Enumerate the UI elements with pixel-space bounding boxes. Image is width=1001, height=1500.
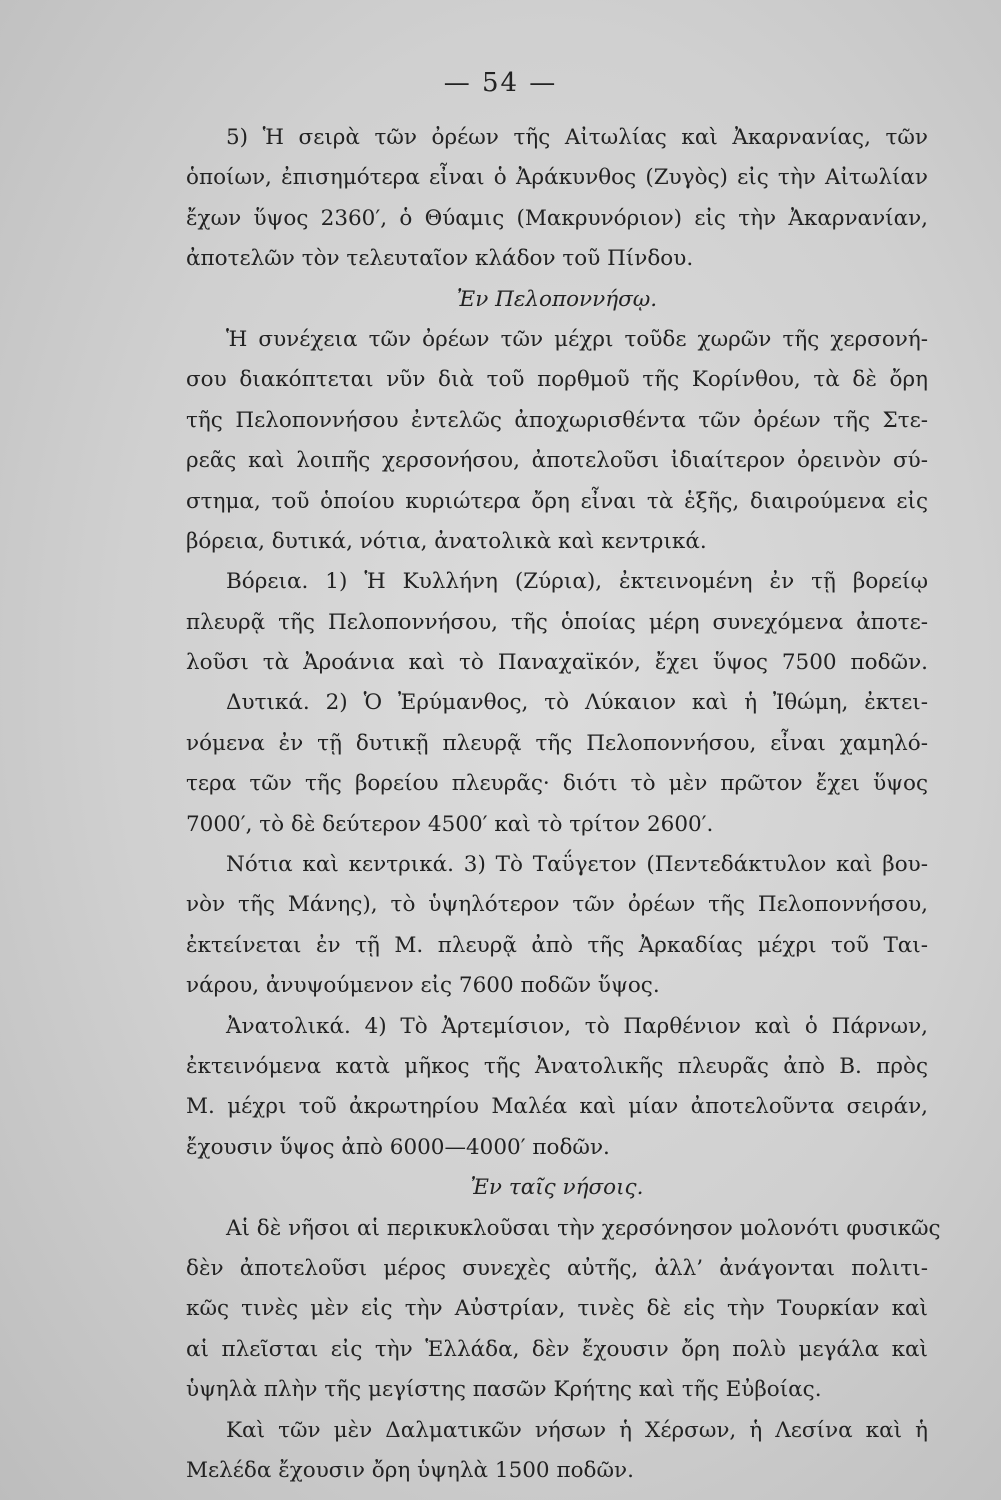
text-line: Δυτικά. 2) Ὁ Ἐρύμανθος, τὸ Λύκαιον καὶ ἡ Ἰθώμη, ἐκτει- <box>226 690 928 716</box>
text-line: Καὶ τῶν μὲν Δαλματικῶν νήσων ἡ Χέρσων, ἡ Λεσίνα καὶ ἡ <box>226 1417 928 1443</box>
text-line: 5) Ἡ σειρὰ τῶν ὀρέων τῆς Αἰτωλίας καὶ Ἀκαρνανίας, τῶν <box>226 125 928 150</box>
text-line: νάρου, ἀνυψούμενον εἰς 7600 ποδῶν ὕψος. <box>186 973 660 999</box>
text-line: Βόρεια. 1) Ἡ Κυλλήνη (Ζύρια), ἐκτεινομένη ἐν τῇ βορείῳ <box>226 569 928 595</box>
text-line: Ἡ συνέχεια τῶν ὀρέων τῶν μέχρι τοῦδε χωρῶν τῆς χερσονή- <box>226 326 928 352</box>
text-line: ἐκτείνεται ἐν τῇ Μ. πλευρᾷ ἀπὸ τῆς Ἀρκαδίας μέχρι τοῦ Ται- <box>186 932 928 958</box>
text-line: 7000′, τὸ δὲ δεύτερον 4500′ καὶ τὸ τρίτον 2600′. <box>186 811 714 837</box>
page-text <box>186 118 941 1491</box>
text-line: τερα τῶν τῆς βορείου πλευρᾶς· διότι τὸ μὲν πρῶτον ἔχει ὕψος <box>186 771 928 797</box>
text-line: λοῦσι τὰ Ἀροάνια καὶ τὸ Παναχαϊκόν, ἔχει ὕψος 7500 ποδῶν. <box>186 650 928 676</box>
text-line: Μελέδα ἔχουσιν ὄρη ὑψηλὰ 1500 ποδῶν. <box>186 1457 634 1483</box>
text-line: ἔχουσιν ὕψος ἀπὸ 6000—4000′ ποδῶν. <box>186 1134 610 1160</box>
text-line: ἔχων ὕψος 2360′, ὁ Θύαμις (Μακρυνόριον) εἰς τὴν Ἀκαρνανίαν, <box>186 205 928 231</box>
text-line: ὑψηλὰ πλὴν τῆς μεγίστης πασῶν Κρήτης καὶ τῆς Εὐβοίας. <box>186 1377 822 1403</box>
section-heading: Ἐν Πελοποννήσῳ. <box>456 286 658 312</box>
text-line: Μ. μέχρι τοῦ ἀκρωτηρίου Μαλέα καὶ μίαν ἀποτελοῦντα σειράν, <box>186 1094 928 1120</box>
text-line: νόμενα ἐν τῇ δυτικῇ πλευρᾷ τῆς Πελοποννήσου, εἶναι χαμηλό- <box>186 730 928 756</box>
text-line: στημα, τοῦ ὁποίου κυριώτερα ὄρη εἶναι τὰ ἑξῆς, διαιρούμενα εἰς <box>186 488 928 514</box>
text-line: πλευρᾷ τῆς Πελοποννήσου, τῆς ὁποίας μέρη συνεχόμενα ἀποτε- <box>186 609 928 635</box>
text-line: βόρεια, δυτικά, νότια, ἀνατολικὰ καὶ κεντρικά. <box>186 528 707 554</box>
section-heading: Ἐν ταῖς νήσοις. <box>470 1175 644 1201</box>
text-line: κῶς τινὲς μὲν εἰς τὴν Αὐστρίαν, τινὲς δὲ εἰς τὴν Τουρκίαν καὶ <box>186 1296 928 1322</box>
text-line: ὁποίων, ἐπισημότερα εἶναι ὁ Ἀράκυνθος (Ζυγὸς) εἰς τὴν Αἰτωλίαν <box>186 165 928 191</box>
text-line: σου διακόπτεται νῦν διὰ τοῦ πορθμοῦ τῆς Κορίνθου, τὰ δὲ ὄρη <box>186 367 928 393</box>
text-line: ἐκτεινόμενα κατὰ μῆκος τῆς Ἀνατολικῆς πλευρᾶς ἀπὸ Β. πρὸς <box>186 1053 928 1079</box>
page-number: — 54 — <box>443 68 558 98</box>
text-line: Ἀνατολικά. 4) Τὸ Ἀρτεμίσιον, τὸ Παρθένιον καὶ ὁ Πάρνων, <box>226 1013 928 1039</box>
text-line: ρεᾶς καὶ λοιπῆς χερσονήσου, ἀποτελοῦσι ἰδιαίτερον ὀρεινὸν σύ- <box>186 448 928 474</box>
text-line: Νότια καὶ κεντρικά. 3) Τὸ Ταΰγετον (Πεντεδάκτυλον καὶ βου- <box>226 852 928 878</box>
text-line: τῆς Πελοποννήσου ἐντελῶς ἀποχωρισθέντα τῶν ὀρέων τῆς Στε- <box>186 407 928 433</box>
text-line: αἱ πλεῖσται εἰς τὴν Ἑλλάδα, δὲν ἔχουσιν ὄρη πολὺ μεγάλα καὶ <box>186 1336 928 1362</box>
text-line: νὸν τῆς Μάνης), τὸ ὑψηλότερον τῶν ὀρέων τῆς Πελοποννήσου, <box>186 892 928 918</box>
text-line: ἀποτελῶν τὸν τελευταῖον κλάδον τοῦ Πίνδου. <box>186 246 694 272</box>
text-line: Αἱ δὲ νῆσοι αἱ περικυκλοῦσαι τὴν χερσόνησον μολονότι φυσικῶς <box>226 1215 941 1241</box>
text-line: δὲν ἀποτελοῦσι μέρος συνεχὲς αὐτῆς, ἀλλ’ ἀνάγονται πολιτι- <box>186 1255 928 1281</box>
